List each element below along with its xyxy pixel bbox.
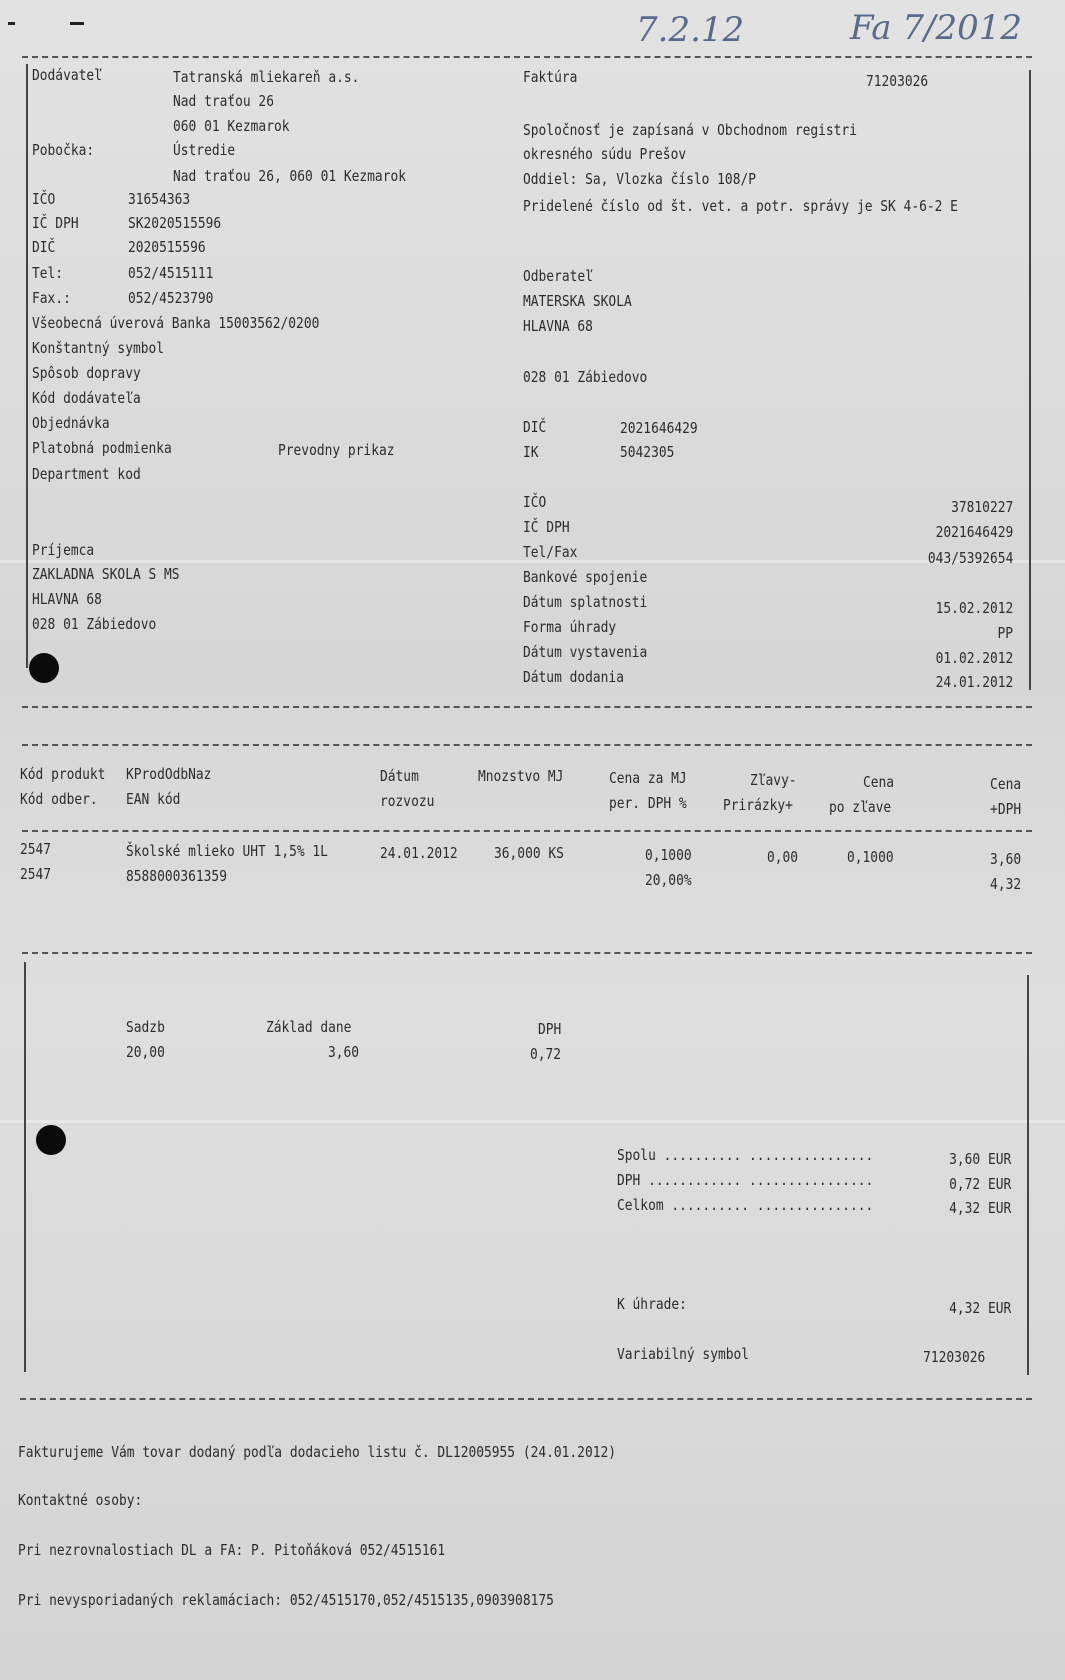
dph-total-label: DPH ............ ................ <box>617 1171 874 1189</box>
supplier-dic: 2020515596 <box>128 238 206 256</box>
supplier-tel: 052/4515111 <box>128 264 214 282</box>
punch-hole <box>29 653 59 683</box>
th-po-zlave: po zľave <box>829 798 892 816</box>
customer-ico-label: IČO <box>523 493 547 511</box>
objednavka-label: Objednávka <box>32 414 110 432</box>
footer-line: Pri nevysporiadaných reklamáciach: 052/4515170,052/4515135,0903908175 <box>18 1591 554 1609</box>
th-ean: EAN kód <box>126 790 181 808</box>
invoice-number: 71203026 <box>866 72 929 90</box>
item-total: 3,60 <box>989 850 1021 868</box>
spolu-label: Spolu .......... ................ <box>617 1146 874 1164</box>
separator <box>22 952 1032 954</box>
scan-mark <box>8 22 15 25</box>
left-border <box>26 64 28 668</box>
right-border <box>1027 975 1029 1375</box>
branch-address: Nad traťou 26, 060 01 Kezmarok <box>173 167 407 185</box>
item-total-vat: 4,32 <box>989 875 1021 893</box>
recipient-street: HLAVNA 68 <box>32 590 102 608</box>
branch-name: Ústredie <box>173 141 236 159</box>
handwritten-date: 7.2.12 <box>636 10 745 50</box>
payform: PP <box>997 624 1013 642</box>
scan-mark <box>70 22 84 25</box>
supplier-street: Nad traťou 26 <box>173 92 274 110</box>
th-cena-mj: Cena za MJ <box>609 769 687 787</box>
th-zlavy: Zľavy- <box>750 771 797 789</box>
footer-line: Fakturujeme Vám tovar dodaný podľa dodacieho listu č. DL12005955 (24.01.2012) <box>18 1443 617 1461</box>
dic-label: DIČ <box>32 238 56 256</box>
th-datum: Dátum <box>380 767 419 785</box>
customer-telfax-label: Tel/Fax <box>523 543 578 561</box>
registry-line: Spoločnosť je zapísaná v Obchodnom registri <box>523 121 857 139</box>
invoice-label: Faktúra <box>523 68 578 86</box>
item-date: 24.01.2012 <box>380 844 458 862</box>
separator <box>22 56 1032 58</box>
supplier-name: Tatranská mliekareň a.s. <box>173 68 360 86</box>
th-mnozstvo: Mnozstvo MJ <box>478 767 564 785</box>
issued-date: 01.02.2012 <box>935 649 1013 667</box>
fax-label: Fax.: <box>32 289 71 307</box>
customer-name: MATERSKA SKOLA <box>523 292 632 310</box>
kod-dodavatela-label: Kód dodávateľa <box>32 389 141 407</box>
variabilny-label: Variabilný symbol <box>617 1345 750 1363</box>
supplier-icdph: SK2020515596 <box>128 214 222 232</box>
celkom-value: 4,32 EUR <box>948 1199 1011 1217</box>
vat-zaklad: 3,60 <box>328 1043 360 1061</box>
footer-line: Kontaktné osoby: <box>18 1491 143 1509</box>
k-uhrade-value: 4,32 EUR <box>948 1299 1011 1317</box>
th-plus-dph: +DPH <box>989 800 1021 818</box>
separator <box>22 744 1032 746</box>
doprava-label: Spôsob dopravy <box>32 364 141 382</box>
paper-fold <box>0 1120 1065 1123</box>
variabilny-value: 71203026 <box>922 1348 985 1366</box>
due-label: Dátum splatnosti <box>523 593 648 611</box>
platobna-value: Prevodny prikaz <box>278 441 395 459</box>
due-date: 15.02.2012 <box>935 599 1013 617</box>
registry-line: okresného súdu Prešov <box>523 145 687 163</box>
ico-label: IČO <box>32 190 56 208</box>
registry-line: Oddiel: Sa, Vlozka číslo 108/P <box>523 170 757 188</box>
customer-dic: 2021646429 <box>620 419 698 437</box>
item-code2: 2547 <box>20 865 52 883</box>
registry-line: Pridelené číslo od št. vet. a potr. správy je SK 4-6-2 E <box>523 197 958 215</box>
icdph-label: IČ DPH <box>32 214 79 232</box>
branch-label: Pobočka: <box>32 141 95 159</box>
payform-label: Forma úhrady <box>523 618 617 636</box>
vat-zaklad-label: Základ dane <box>266 1018 352 1036</box>
platobna-label: Platobná podmienka <box>32 439 172 457</box>
th-kod-produkt: Kód produkt <box>20 765 106 783</box>
punch-hole <box>36 1125 66 1155</box>
vat-sadzb: 20,00 <box>126 1043 165 1061</box>
vat-dph-label: DPH <box>538 1020 562 1038</box>
delivery-label: Dátum dodania <box>523 668 624 686</box>
item-vat-pct: 20,00% <box>645 871 692 889</box>
handwritten-ref: Fa 7/2012 <box>850 8 1022 48</box>
customer-dic-label: DIČ <box>523 418 547 436</box>
customer-telfax: 043/5392654 <box>927 549 1013 567</box>
recipient-label: Príjemca <box>32 541 95 559</box>
customer-ik: 5042305 <box>620 443 675 461</box>
footer-line: Pri nezrovnalostiach DL a FA: P. Pitoňáková 052/4515161 <box>18 1541 446 1559</box>
customer-icdph: 2021646429 <box>935 523 1013 541</box>
issued-label: Dátum vystavenia <box>523 643 648 661</box>
vat-sadzb-label: Sadzb <box>126 1018 165 1036</box>
th-rozvozu: rozvozu <box>380 792 435 810</box>
supplier-bank: Všeobecná úverová Banka 15003562/0200 <box>32 314 320 332</box>
item-ean: 8588000361359 <box>126 867 227 885</box>
customer-city: 028 01 Zábiedovo <box>523 368 648 386</box>
customer-ico: 37810227 <box>950 498 1013 516</box>
separator <box>22 706 1032 708</box>
tel-label: Tel: <box>32 264 64 282</box>
customer-ik-label: IK <box>523 443 539 461</box>
item-code: 2547 <box>20 840 52 858</box>
dph-total-value: 0,72 EUR <box>948 1175 1011 1193</box>
th-kod-odber: Kód odber. <box>20 790 98 808</box>
supplier-city: 060 01 Kezmarok <box>173 117 290 135</box>
item-discount: 0,00 <box>767 848 799 866</box>
th-cena2: Cena <box>989 775 1021 793</box>
customer-street: HLAVNA 68 <box>523 317 593 335</box>
item-discounted: 0,1000 <box>847 848 894 866</box>
konst-symbol-label: Konštantný symbol <box>32 339 165 357</box>
customer-bank-label: Bankové spojenie <box>523 568 648 586</box>
th-cena: Cena <box>863 773 895 791</box>
item-qty: 36,000 KS <box>494 844 564 862</box>
right-border <box>1029 70 1031 690</box>
celkom-label: Celkom .......... ............... <box>617 1196 874 1214</box>
th-prirazky: Prirázky+ <box>723 796 793 814</box>
delivery-date: 24.01.2012 <box>935 673 1013 691</box>
department-label: Department kod <box>32 465 141 483</box>
separator <box>20 1398 1032 1400</box>
supplier-ico: 31654363 <box>128 190 191 208</box>
customer-icdph-label: IČ DPH <box>523 518 570 536</box>
item-name: Školské mlieko UHT 1,5% 1L <box>126 842 328 860</box>
spolu-value: 3,60 EUR <box>948 1150 1011 1168</box>
supplier-fax: 052/4523790 <box>128 289 214 307</box>
separator <box>22 830 1032 832</box>
item-unit-price: 0,1000 <box>645 846 692 864</box>
left-border <box>24 962 26 1372</box>
recipient-name: ZAKLADNA SKOLA S MS <box>32 565 180 583</box>
recipient-city: 028 01 Zábiedovo <box>32 615 157 633</box>
customer-label: Odberateľ <box>523 267 593 285</box>
th-per-dph: per. DPH % <box>609 794 687 812</box>
th-kprod: KProdOdbNaz <box>126 765 212 783</box>
supplier-label: Dodávateľ <box>32 66 102 84</box>
k-uhrade-label: K úhrade: <box>617 1295 687 1313</box>
vat-dph: 0,72 <box>530 1045 562 1063</box>
